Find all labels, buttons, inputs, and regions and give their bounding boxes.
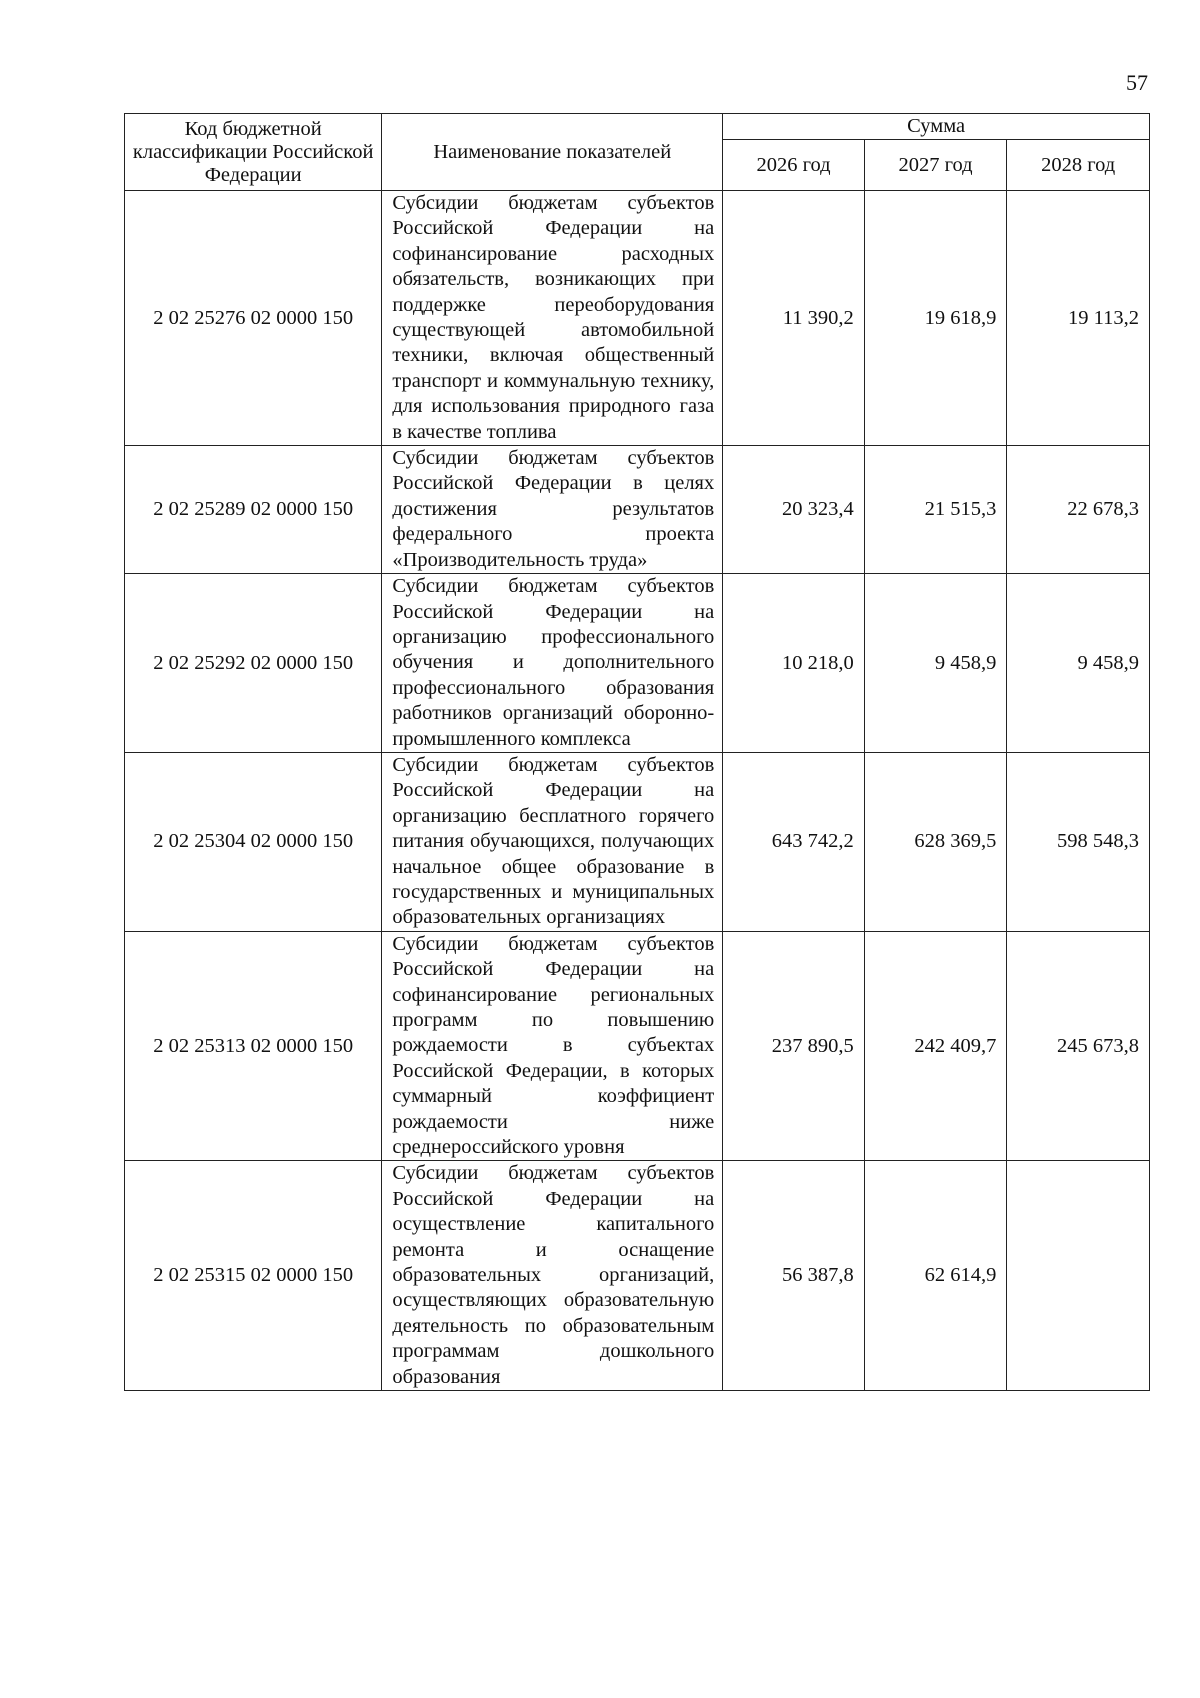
table-row: [125, 931, 1150, 1161]
row-code: 2 02 25289 02 0000 150: [125, 446, 382, 574]
row-name: Субсидии бюджетам субъектов Российской Федерации в целях достижения результатов федерального проекта «Производительность труда»: [382, 446, 723, 574]
row-value-2026: 11 390,2: [723, 191, 865, 446]
row-name: Субсидии бюджетам субъектов Российской Федерации на организацию бесплатного горячего питания обучающихся, получающих начальное общее образование в государственных и муниципальных образовательных организациях: [382, 752, 723, 931]
table-row: [125, 446, 1150, 574]
table-row: [125, 1161, 1150, 1391]
row-value-2027: 242 409,7: [864, 931, 1007, 1161]
row-code: 2 02 25304 02 0000 150: [125, 752, 382, 931]
row-value-2028: 22 678,3: [1007, 446, 1150, 574]
row-code: 2 02 25276 02 0000 150: [125, 191, 382, 446]
row-value-2026: 643 742,2: [723, 752, 865, 931]
row-code: 2 02 25292 02 0000 150: [125, 574, 382, 753]
row-name: Субсидии бюджетам субъектов Российской Федерации на софинансирование расходных обязательств, возникающих при поддержке переоборудования существующей автомобильной техники, включая общественный транспорт и коммунальную технику, для использования природного газа в качестве топлива: [382, 191, 723, 446]
row-value-2026: 237 890,5: [723, 931, 865, 1161]
row-name: Субсидии бюджетам субъектов Российской Федерации на организацию профессионального обучения и дополнительного профессионального образования работников организаций оборонно-промышленного комплекса: [382, 574, 723, 753]
header-name: Наименование показателей: [382, 114, 723, 191]
row-value-2026: 56 387,8: [723, 1161, 865, 1391]
row-value-2028: 245 673,8: [1007, 931, 1150, 1161]
table-header: [125, 114, 1150, 191]
row-name: Субсидии бюджетам субъектов Российской Федерации на осуществление капитального ремонта и оснащение образовательных организаций, осуществляющих образовательную деятельность по образовательным программам дошкольного образования: [382, 1161, 723, 1391]
row-value-2026: 10 218,0: [723, 574, 865, 753]
header-year-2028: 2028 год: [1007, 140, 1150, 191]
row-value-2027: 628 369,5: [864, 752, 1007, 931]
row-value-2027: 62 614,9: [864, 1161, 1007, 1391]
budget-table: [124, 113, 1150, 1391]
table-row: [125, 574, 1150, 753]
table-row: [125, 191, 1150, 446]
row-value-2027: 21 515,3: [864, 446, 1007, 574]
row-value-2027: 19 618,9: [864, 191, 1007, 446]
row-value-2027: 9 458,9: [864, 574, 1007, 753]
header-year-2027: 2027 год: [864, 140, 1007, 191]
row-code: 2 02 25315 02 0000 150: [125, 1161, 382, 1391]
row-code: 2 02 25313 02 0000 150: [125, 931, 382, 1161]
row-value-2028: [1007, 1161, 1150, 1391]
page-number: 57: [1126, 70, 1148, 95]
table-row: [125, 752, 1150, 931]
row-value-2026: 20 323,4: [723, 446, 865, 574]
header-year-2026: 2026 год: [723, 140, 865, 191]
header-sum: Сумма: [723, 114, 1150, 140]
row-value-2028: 19 113,2: [1007, 191, 1150, 446]
table-body: [125, 191, 1150, 1391]
row-name: Субсидии бюджетам субъектов Российской Федерации на софинансирование региональных программ по повышению рождаемости в субъектах Российской Федерации, в которых суммарный коэффициент рождаемости ниже среднероссийского уровня: [382, 931, 723, 1161]
row-value-2028: 9 458,9: [1007, 574, 1150, 753]
header-code: Код бюджетной классификации Российской Федерации: [125, 114, 382, 191]
row-value-2028: 598 548,3: [1007, 752, 1150, 931]
